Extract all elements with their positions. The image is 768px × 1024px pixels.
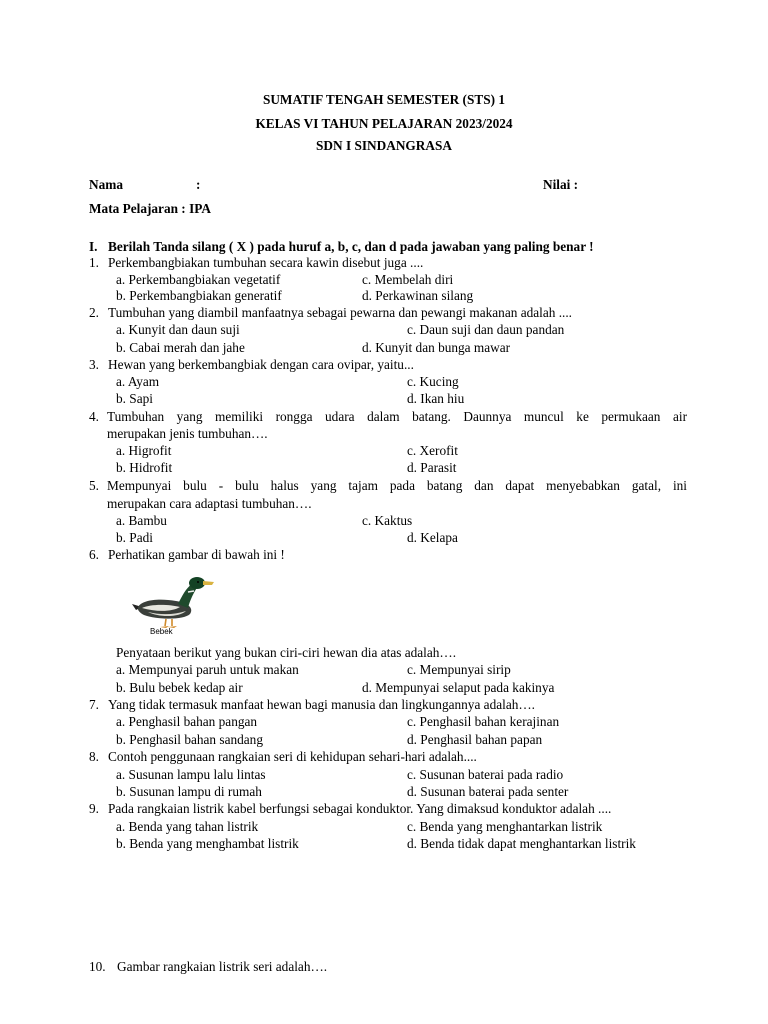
question-number: 9. xyxy=(89,801,99,816)
section-instruction: Berilah Tanda silang ( X ) pada huruf a, b, c, dan d pada jawaban yang paling benar ! xyxy=(108,239,594,254)
question-number: 1. xyxy=(89,255,99,270)
question-number: 7. xyxy=(89,697,99,712)
option-d: d. Perkawinan silang xyxy=(362,288,474,303)
question-text: Pada rangkaian listrik kabel berfungsi sebagai konduktor. Yang dimaksud konduktor adalah .... xyxy=(108,801,612,816)
option-c: c. Penghasil bahan kerajinan xyxy=(407,714,560,729)
option-b: b. Penghasil bahan sandang xyxy=(116,732,263,747)
option-b: b. Hidrofit xyxy=(116,460,173,475)
question-number: 8. xyxy=(89,749,99,764)
nilai-label: Nilai : xyxy=(543,177,579,192)
option-b: b. Cabai merah dan jahe xyxy=(116,340,245,355)
nama-label: Nama xyxy=(89,177,123,192)
option-a: a. Perkembangbiakan vegetatif xyxy=(116,272,281,287)
option-b: b. Perkembangbiakan generatif xyxy=(116,288,282,303)
option-c: c. Daun suji dan daun pandan xyxy=(407,322,565,337)
question-text: Tumbuhan yang memiliki rongga udara dalam batang. Daunnya muncul ke permukaan air xyxy=(107,409,687,424)
question-number: 6. xyxy=(89,547,99,562)
option-a: a. Susunan lampu lalu lintas xyxy=(116,767,266,782)
question-text: Yang tidak termasuk manfaat hewan bagi manusia dan lingkungannya adalah…. xyxy=(108,697,535,712)
option-d: d. Penghasil bahan papan xyxy=(407,732,543,747)
option-c: c. Kucing xyxy=(407,374,459,389)
question-text: Mempunyai bulu - bulu halus yang tajam pada batang dan dapat menyebabkan gatal, ini xyxy=(107,478,687,493)
question-number: 10. xyxy=(89,959,106,974)
question-statement: Penyataan berikut yang bukan ciri-ciri hewan dia atas adalah…. xyxy=(116,645,457,660)
option-d: d. Ikan hiu xyxy=(407,391,465,406)
option-a: a. Kunyit dan daun suji xyxy=(116,322,240,337)
option-d: d. Kunyit dan bunga mawar xyxy=(362,340,511,355)
option-a: a. Higrofit xyxy=(116,443,172,458)
option-c: c. Mempunyai sirip xyxy=(407,662,511,677)
school-name: SDN I SINDANGRASA xyxy=(316,138,452,153)
class-year: KELAS VI TAHUN PELAJARAN 2023/2024 xyxy=(255,116,513,131)
image-caption: Bebek xyxy=(150,627,173,636)
question-text: Perhatikan gambar di bawah ini ! xyxy=(108,547,285,562)
question-text: Tumbuhan yang diambil manfaatnya sebagai pewarna dan pewangi makanan adalah .... xyxy=(108,305,573,320)
option-d: d. Benda tidak dapat menghantarkan listrik xyxy=(407,836,636,851)
question-text: Hewan yang berkembangbiak dengan cara ovipar, yaitu... xyxy=(108,357,414,372)
option-a: a. Bambu xyxy=(116,513,167,528)
section-number: I. xyxy=(89,239,98,254)
option-a: a. Benda yang tahan listrik xyxy=(116,819,259,834)
option-a: a. Ayam xyxy=(116,374,160,389)
duck-image xyxy=(128,574,220,642)
option-c: c. Membelah diri xyxy=(362,272,454,287)
option-b: b. Benda yang menghambat listrik xyxy=(116,836,299,851)
option-d: d. Mempunyai selaput pada kakinya xyxy=(362,680,555,695)
question-number: 5. xyxy=(89,478,99,493)
nama-colon: : xyxy=(196,177,201,192)
option-b: b. Sapi xyxy=(116,391,153,406)
question-text: Gambar rangkaian listrik seri adalah…. xyxy=(117,959,328,974)
option-c: c. Xerofit xyxy=(407,443,458,458)
question-text: Perkembangbiakan tumbuhan secara kawin disebut juga .... xyxy=(108,255,424,270)
question-text: Contoh penggunaan rangkaian seri di kehidupan sehari-hari adalah.... xyxy=(108,749,477,764)
question-number: 3. xyxy=(89,357,99,372)
option-d: d. Kelapa xyxy=(407,530,458,545)
option-d: d. Susunan baterai pada senter xyxy=(407,784,569,799)
option-c: c. Susunan baterai pada radio xyxy=(407,767,564,782)
option-d: d. Parasit xyxy=(407,460,457,475)
option-b: b. Padi xyxy=(116,530,153,545)
question-number: 2. xyxy=(89,305,99,320)
option-c: c. Kaktus xyxy=(362,513,413,528)
question-text-cont: merupakan jenis tumbuhan…. xyxy=(107,426,268,441)
question-number: 4. xyxy=(89,409,99,424)
question-text-cont: merupakan cara adaptasi tumbuhan…. xyxy=(107,496,312,511)
exam-title: SUMATIF TENGAH SEMESTER (STS) 1 xyxy=(262,92,506,107)
subject-label: Mata Pelajaran : IPA xyxy=(89,201,211,216)
option-b: b. Bulu bebek kedap air xyxy=(116,680,243,695)
option-c: c. Benda yang menghantarkan listrik xyxy=(407,819,603,834)
option-b: b. Susunan lampu di rumah xyxy=(116,784,262,799)
option-a: a. Mempunyai paruh untuk makan xyxy=(116,662,299,677)
option-a: a. Penghasil bahan pangan xyxy=(116,714,258,729)
